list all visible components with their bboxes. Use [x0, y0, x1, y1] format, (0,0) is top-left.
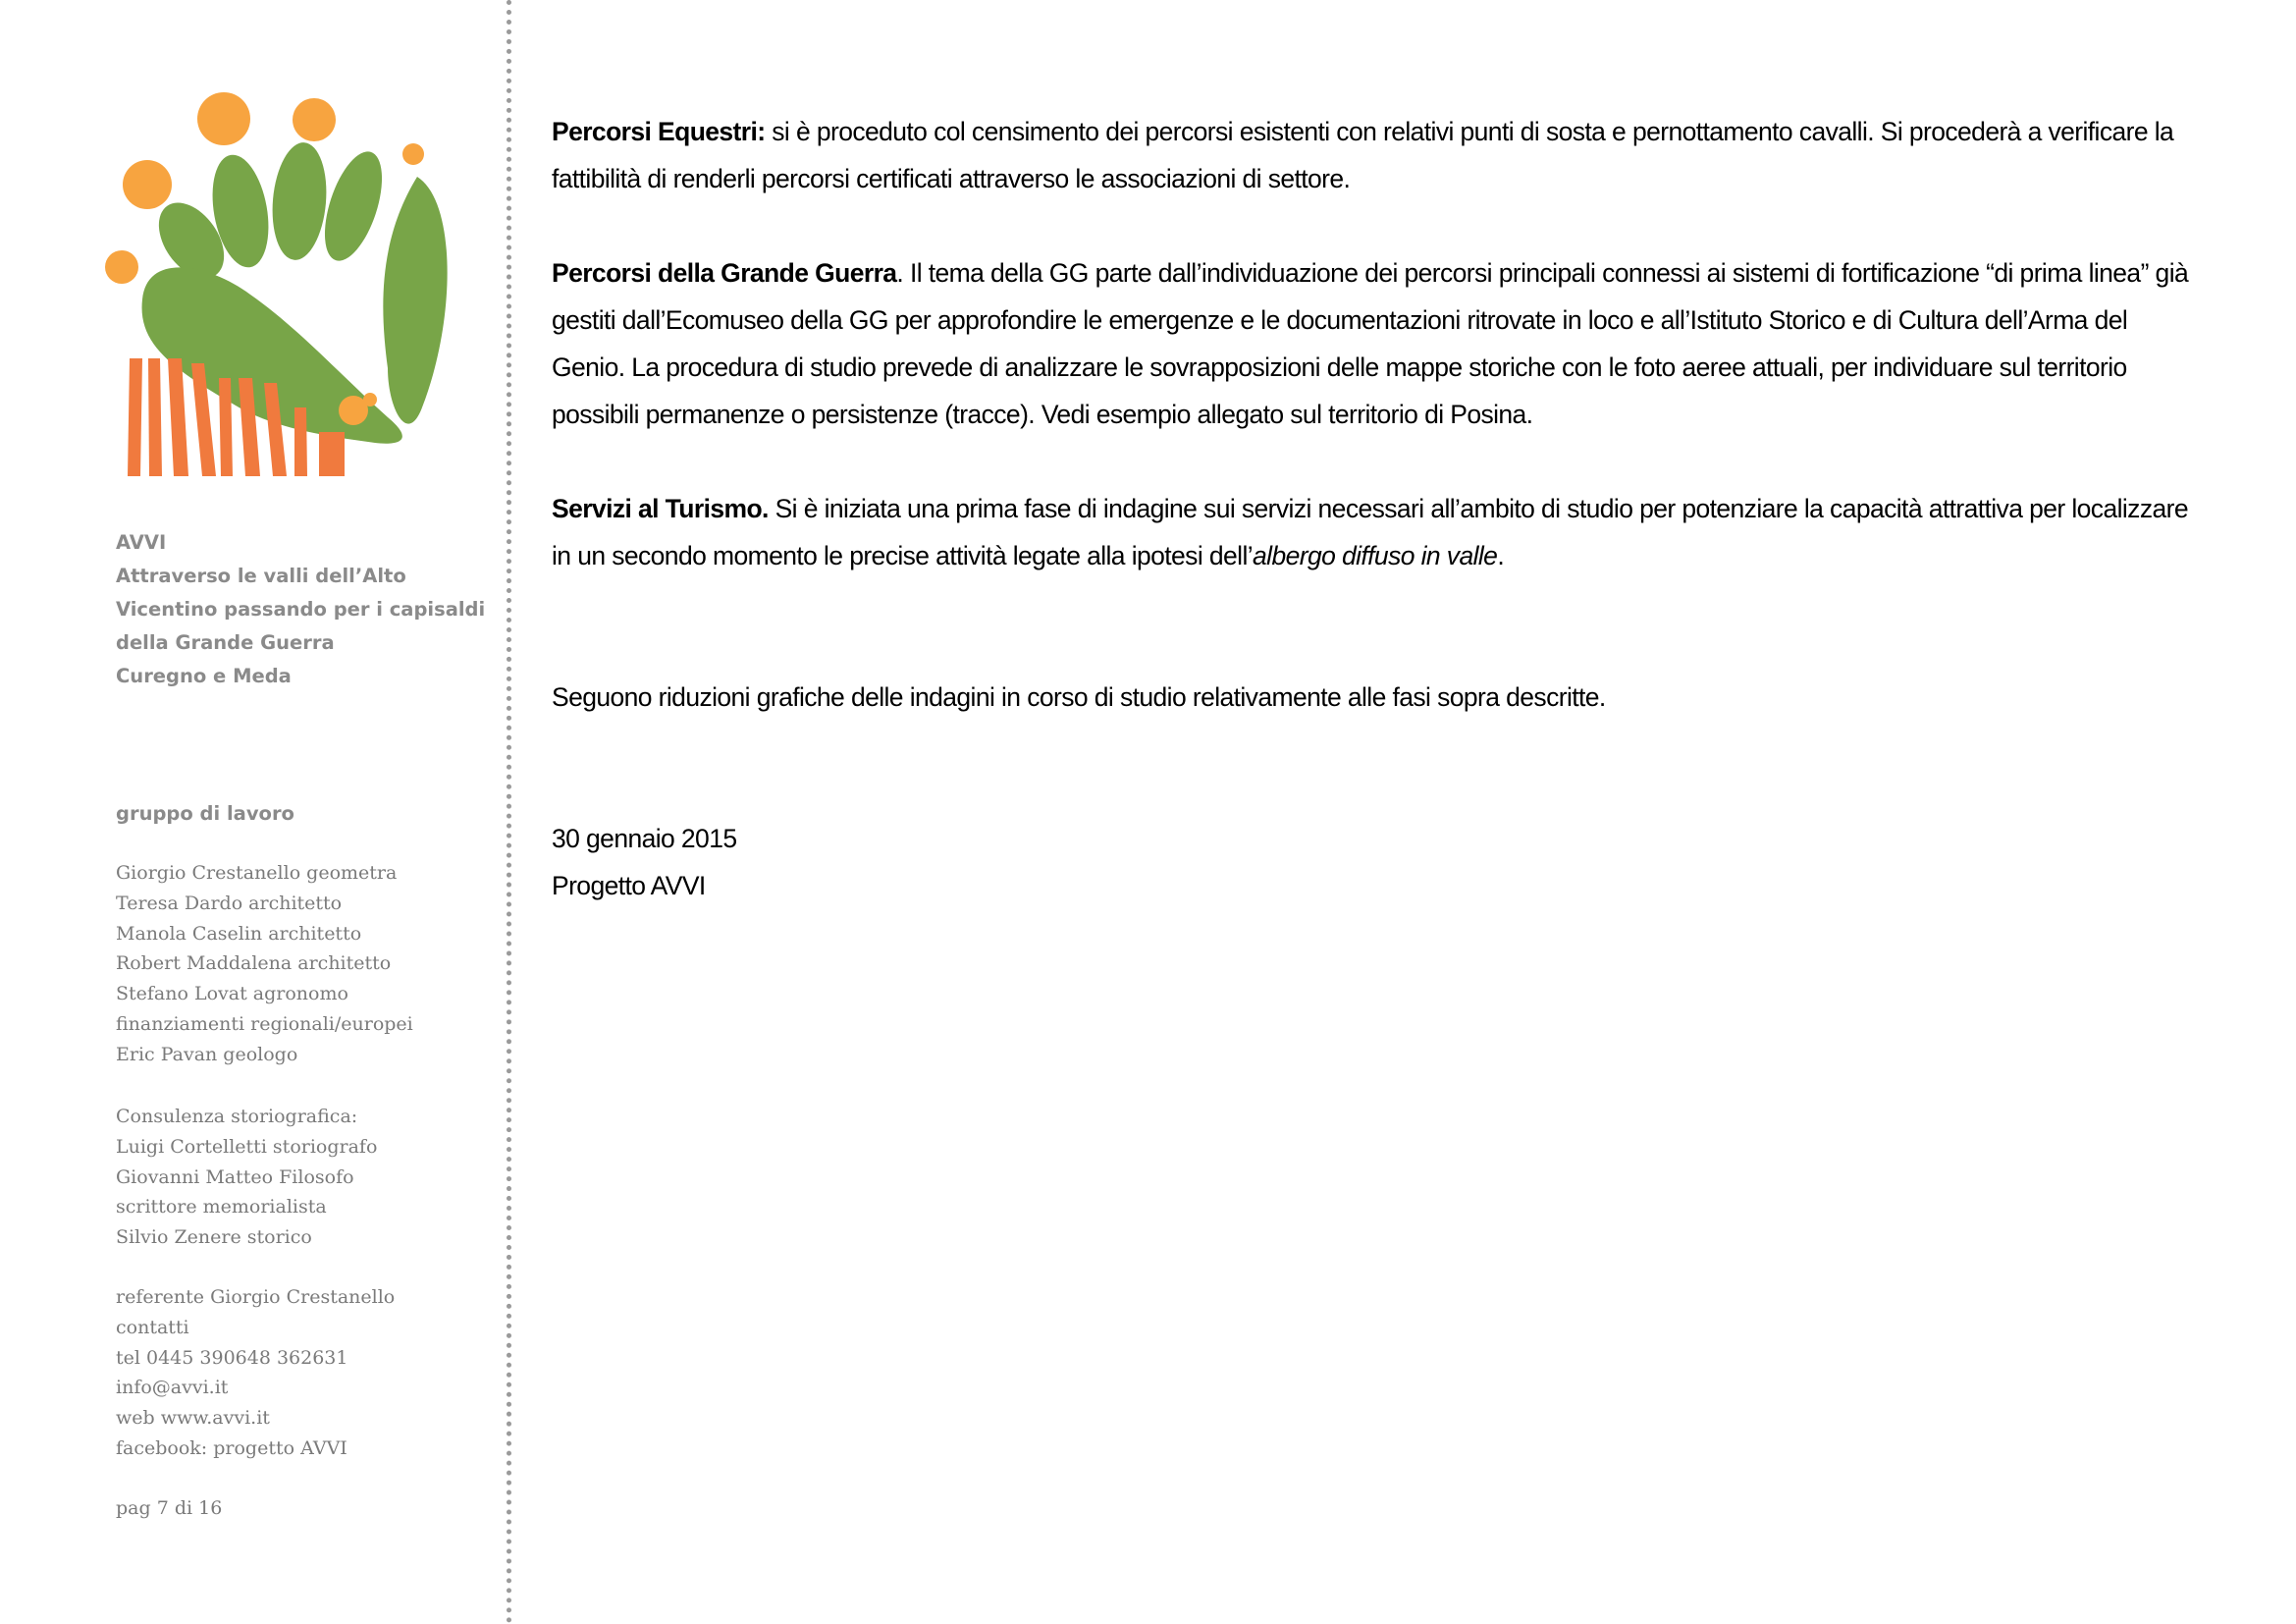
contacts-list — [116, 1282, 508, 1464]
paragraph-text: . Il tema della GG parte dall’individuazione dei percorsi principali connessi ai sistemi di fortificazione “di prima linea” già gestiti dall’Ecomuseo della GG per approfondire le emergenze e le documentazioni ritrovate in loco e all’Istituto Storico e di Cultura dell’Arma del Genio. La procedura di studio prevede di analizzare le sovrapposizioni delle mappe storiche con le foto aeree attuali, per individuare sul territorio possibili permanenze o persistenze (tracce). Vedi esempio allegato sul territorio di Posina. — [552, 258, 2189, 429]
consultant-line: Luigi Cortelletti storiografo — [116, 1135, 378, 1158]
signature-block — [552, 815, 2201, 909]
spacer — [552, 626, 2201, 674]
team-member: Stefano Lovat agronomo — [116, 983, 348, 1005]
project-signature: Progetto AVVI — [552, 871, 706, 900]
logo-dot — [123, 160, 172, 209]
team-member: Eric Pavan geologo — [116, 1043, 298, 1065]
logo-dot — [197, 92, 250, 145]
team-member: Manola Caselin architetto — [116, 922, 362, 945]
paragraph-text: si è proceduto col censimento dei percorsi esistenti con relativi punti di sosta e pernottamento cavalli. Si procederà a verificare la fattibilità di renderli percorsi certificati attraverso le associazioni di settore. — [552, 117, 2174, 193]
contact-email[interactable]: info@avvi.it — [116, 1377, 229, 1399]
title-line: Vicentino passando per i capisaldi — [116, 598, 486, 621]
paragraph-italic: albergo diffuso in valle — [1253, 541, 1498, 570]
title-line: Curegno e Meda — [116, 665, 292, 687]
contact-website[interactable]: web www.avvi.it — [116, 1407, 270, 1430]
consultant-line: Silvio Zenere storico — [116, 1226, 312, 1249]
logo-bar — [128, 358, 142, 476]
avvi-logo — [93, 83, 452, 486]
team-list — [116, 858, 508, 1070]
logo-bar — [319, 432, 345, 476]
logo-dot — [293, 98, 336, 141]
team-member: Teresa Dardo architetto — [116, 892, 343, 914]
main-content — [552, 108, 2201, 909]
group-title: gruppo di lavoro — [116, 802, 294, 825]
consultant-line: scrittore memorialista — [116, 1196, 327, 1218]
logo-dot — [105, 250, 138, 284]
paragraph-text-end: . — [1497, 541, 1505, 570]
title-line: della Grande Guerra — [116, 631, 335, 654]
page-number: pag 7 di 16 — [116, 1497, 223, 1519]
sidebar — [0, 0, 506, 1624]
contact-line: referente Giorgio Crestanello — [116, 1286, 396, 1308]
paragraph-heading: Percorsi della Grande Guerra — [552, 258, 897, 288]
document-date: 30 gennaio 2015 — [552, 824, 737, 853]
logo-leaf — [383, 177, 447, 424]
paragraph-heading: Percorsi Equestri: — [552, 117, 766, 146]
logo-bar — [294, 407, 307, 476]
logo-dot — [363, 393, 377, 406]
contact-line: contatti — [116, 1316, 189, 1338]
paragraph-equestrian — [552, 108, 2201, 202]
logo-bar — [148, 358, 162, 476]
logo-bar — [219, 378, 233, 476]
paragraph-follow: Seguono riduzioni grafiche delle indagini in corso di studio relativamente alle fasi sopra descritte. — [552, 682, 1606, 712]
team-member: finanziamenti regionali/europei — [116, 1012, 413, 1035]
team-member: Robert Maddalena architetto — [116, 952, 392, 975]
dotted-divider — [507, 0, 511, 1624]
logo-leaf — [268, 140, 331, 262]
paragraph-text: Si è iniziata una prima fase di indagine sui servizi necessari all’ambito di studio per potenziare la capacità attrattiva per localizzare in un secondo momento le precise attività legate alla ipotesi dell’ — [552, 494, 2188, 570]
consultants-list — [116, 1102, 508, 1253]
logo-bar — [168, 358, 188, 476]
paragraph-great-war — [552, 249, 2201, 438]
contact-facebook: facebook: progetto AVVI — [116, 1436, 347, 1459]
title-line: Attraverso le valli dell’Alto — [116, 565, 406, 587]
logo-dot — [402, 143, 424, 165]
title-line: AVVI — [116, 531, 167, 554]
paragraph-heading: Servizi al Turismo. — [552, 494, 769, 523]
project-title — [116, 526, 508, 693]
page-indicator — [116, 1493, 508, 1524]
consultant-line: Consulenza storiografica: — [116, 1106, 358, 1127]
paragraph-tourism — [552, 485, 2201, 579]
contact-line: tel 0445 390648 362631 — [116, 1346, 348, 1369]
team-member: Giorgio Crestanello geometra — [116, 862, 398, 884]
consultant-line: Giovanni Matteo Filosofo — [116, 1165, 354, 1188]
